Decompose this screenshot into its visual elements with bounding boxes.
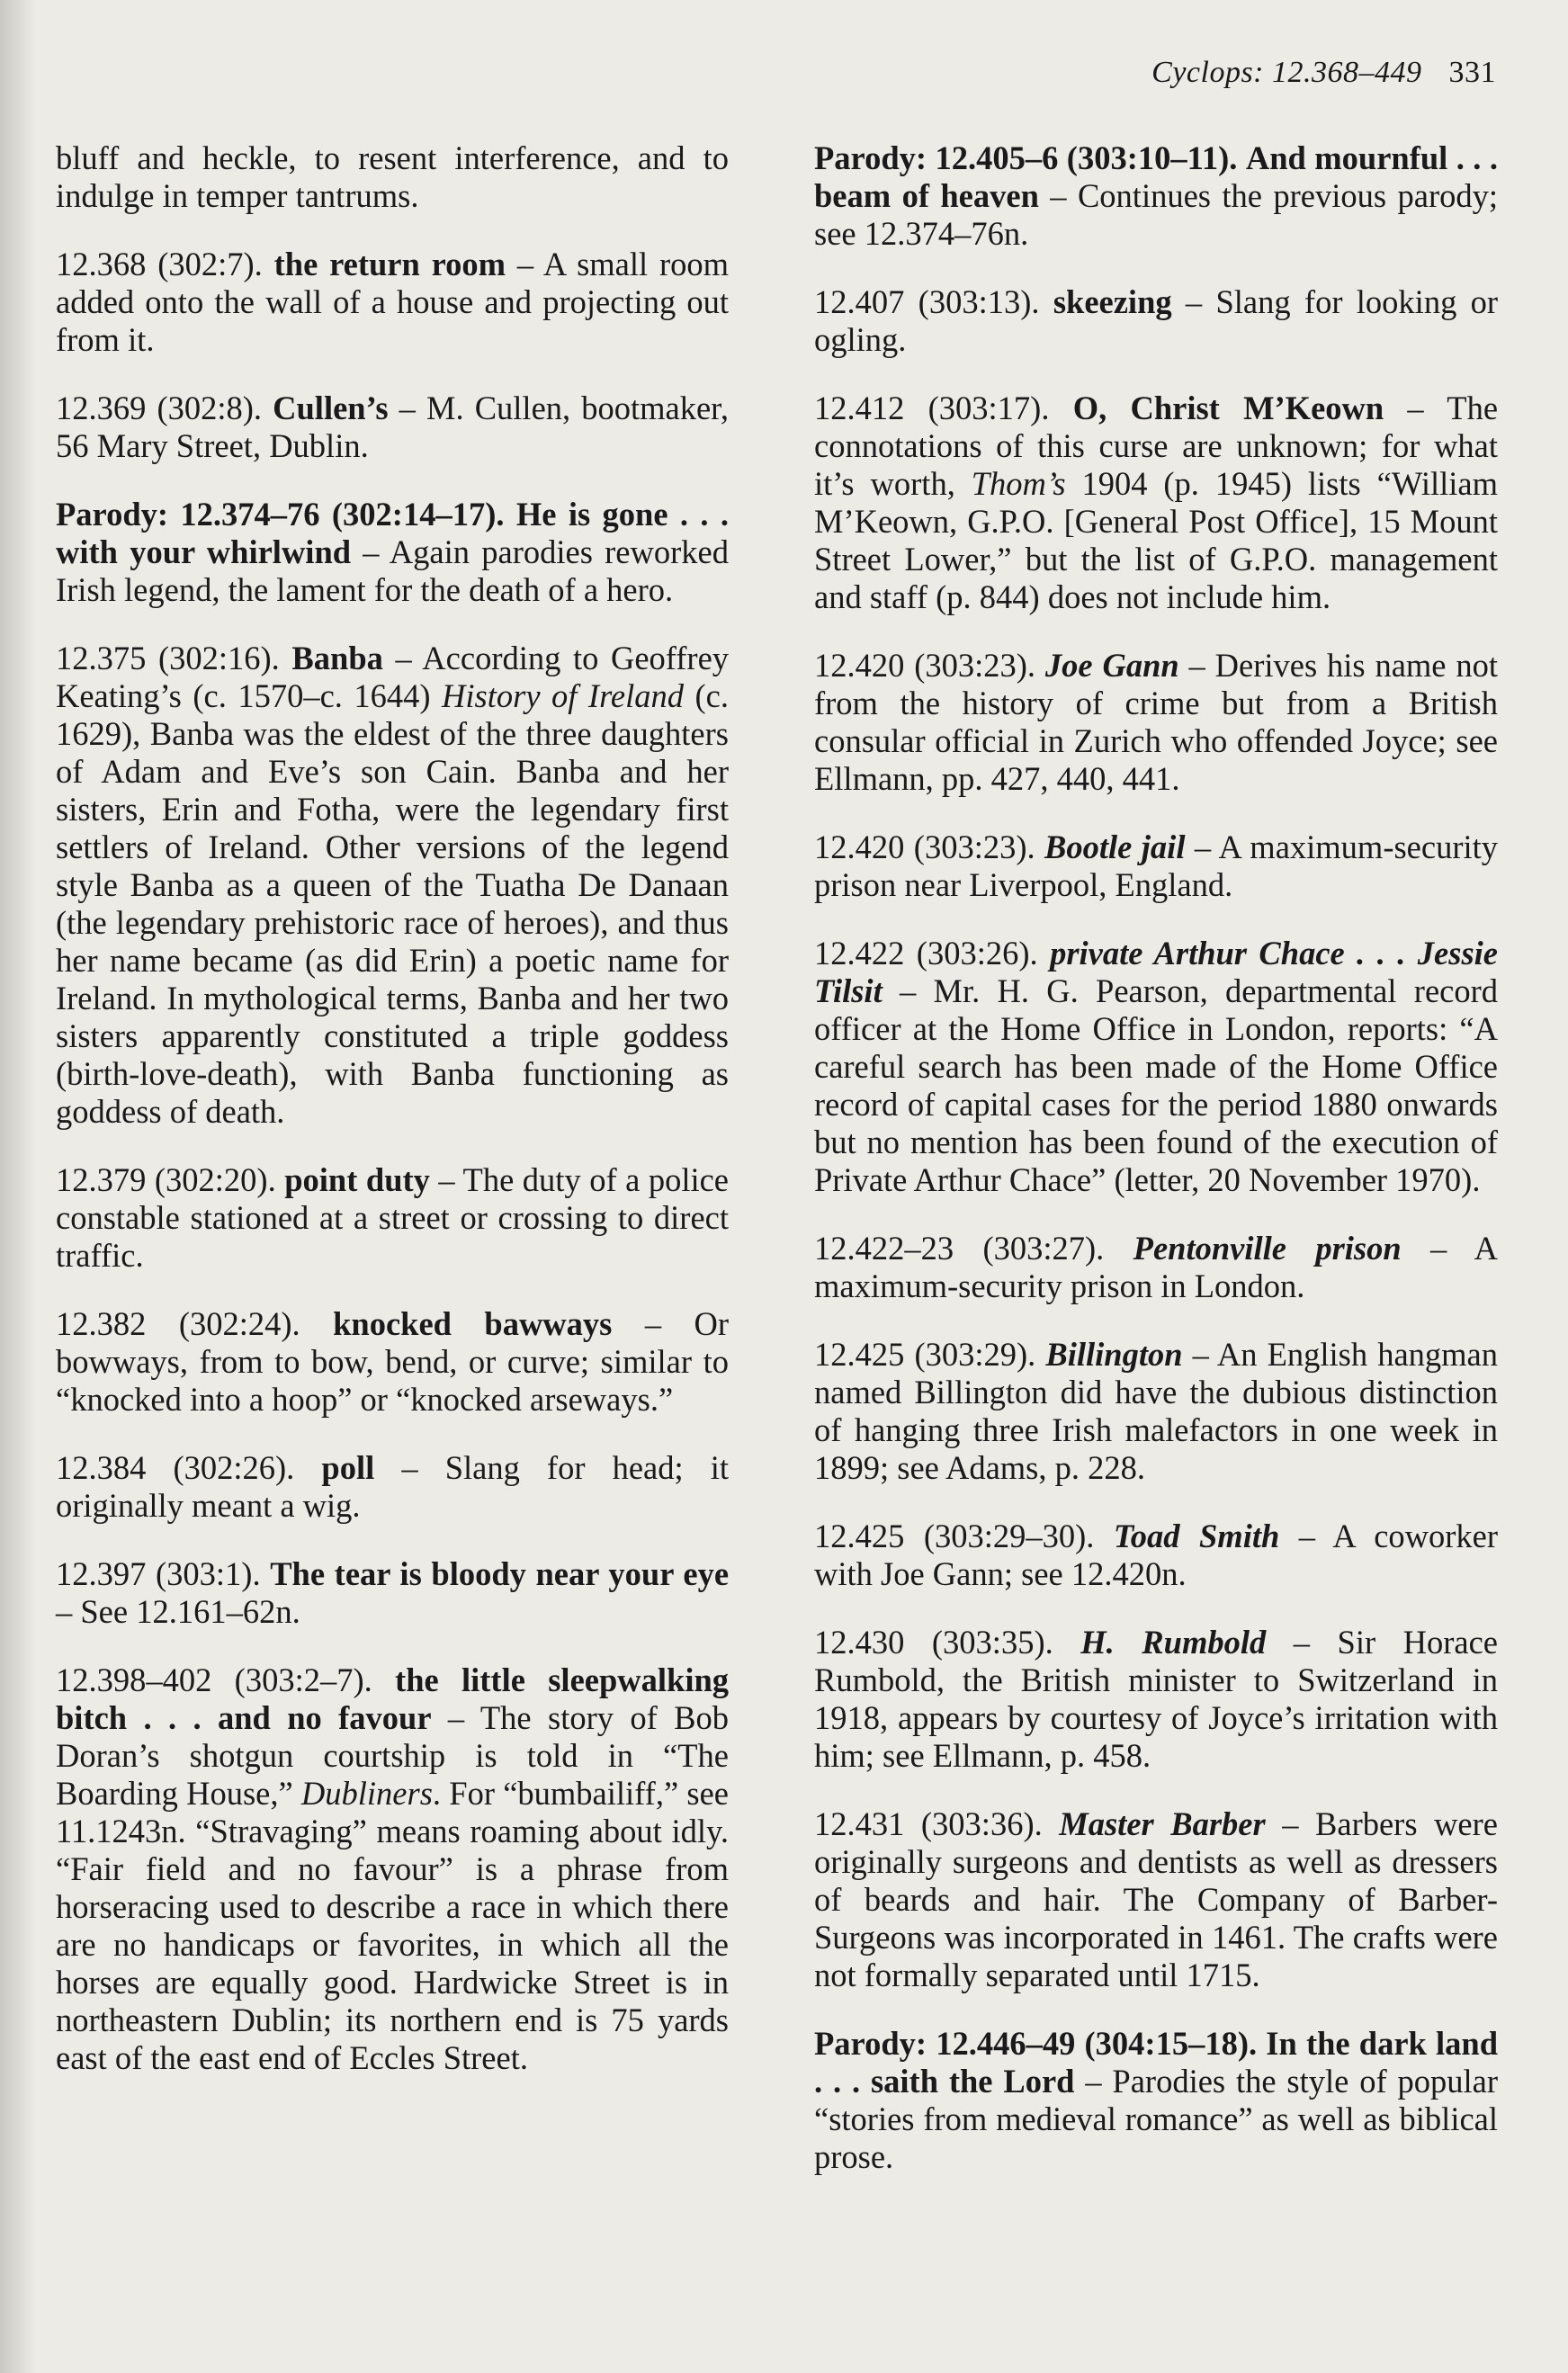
entry-lemma: He is gone . . . with your whirlwind xyxy=(56,496,730,570)
entry-lemma: And mournful . . . beam of heaven xyxy=(814,139,1499,214)
entry-ref: 12.407 (303:13). xyxy=(814,283,1040,320)
entry-lemma: Pentonville prison xyxy=(1133,1230,1402,1267)
annotation-entry xyxy=(56,1661,729,2077)
entry-ref: 12.398–402 (303:2–7). xyxy=(56,1661,372,1698)
left-column xyxy=(56,139,729,2108)
entry-lemma: Bootle jail xyxy=(1044,828,1186,865)
entry-body: – Barbers were originally surgeons and dentists as well as dressers of beards and hair. The Company of Barber-Surgeons was incorporated in 1461. The crafts were not formally separated until 1715. xyxy=(814,1805,1498,1993)
entry-body: – Sir Horace Rumbold, the British minister to Switzerland in 1918, appears by courtesy of Joyce’s irritation with him; see Ellmann, p. 458. xyxy=(814,1624,1499,1774)
entry-body: – The story of Bob Doran’s shotgun courtship is told in “The Boarding House,” xyxy=(56,1699,729,1812)
entry-ref: 12.425 (303:29–30). xyxy=(814,1518,1095,1554)
entry-body: . For “bumbailiff,” see 11.1243n. “Stravaging” means roaming about idly. “Fair field and no favour” is a phrase from horseracing used to describe a race in which there are no handicaps or favorites, in which all the horses are equally good. Hardwicke Street is in northeastern Dublin; its northern end is 75 yards east of the east end of Eccles Street. xyxy=(56,1775,729,2076)
entry-lemma: Banba xyxy=(291,640,383,676)
entry-lemma: skeezing xyxy=(1053,283,1172,320)
entry-ref: Parody: 12.374–76 (302:14–17). xyxy=(56,496,505,533)
entry-ref: 12.382 (302:24). xyxy=(56,1305,300,1342)
entry-body: – Again parodies reworked Irish legend, the lament for the death of a hero. xyxy=(56,533,729,608)
annotation-entry xyxy=(814,1805,1498,1994)
annotation-entry xyxy=(814,390,1498,616)
entry-lemma: poll xyxy=(321,1449,375,1486)
annotation-entry xyxy=(814,1518,1498,1593)
entry-body: – The duty of a police constable stationed at a street or crossing to direct traffic. xyxy=(56,1161,730,1274)
annotation-entry xyxy=(56,1305,729,1419)
annotation-entry xyxy=(814,1336,1498,1487)
entry-lemma: Master Barber xyxy=(1059,1805,1266,1842)
entry-body: – A maximum-security prison near Liverpool, England. xyxy=(814,828,1499,903)
running-header xyxy=(1151,56,1496,90)
annotation-entry xyxy=(814,935,1498,1199)
annotation-entry xyxy=(56,390,729,465)
annotation-entry xyxy=(56,139,729,215)
entry-ref: 12.375 (302:16). xyxy=(56,640,280,676)
annotation-entry xyxy=(56,246,729,359)
entry-body: – According to Geoffrey Keating’s (c. 1570–c. 1644) xyxy=(56,640,730,714)
entry-title-italic: Thom’s xyxy=(971,465,1066,502)
entry-body: – Slang for looking or ogling. xyxy=(814,283,1499,358)
entry-body: – The connotations of this curse are unknown; for what it’s worth, xyxy=(814,390,1499,502)
entry-ref: 12.412 (303:17). xyxy=(814,390,1050,426)
entry-ref: Parody: 12.446–49 (304:15–18). xyxy=(814,2025,1258,2062)
entry-body: 1904 (p. 1945) lists “William M’Keown, G.P.O. [General Post Office], 15 Mount Street Lower,” but the list of G.P.O. management and staff (p. 844) does not include him. xyxy=(814,465,1498,615)
entry-lemma: point duty xyxy=(284,1161,430,1198)
entry-lemma: Cullen’s xyxy=(273,390,389,426)
entry-lemma: In the dark land . . . saith the Lord xyxy=(814,2025,1498,2100)
entry-body: – Continues the previous parody; see 12.374–76n. xyxy=(814,177,1499,252)
entry-title-italic: Dubliners xyxy=(300,1775,433,1812)
entry-lemma: H. Rumbold xyxy=(1080,1624,1267,1661)
entry-body: – M. Cullen, bootmaker, 56 Mary Street, Dublin. xyxy=(56,390,729,464)
annotation-entry xyxy=(814,283,1498,359)
annotation-entry xyxy=(814,2025,1498,2176)
entry-body: – A maximum-security prison in London. xyxy=(814,1230,1498,1304)
entry-lemma: Toad Smith xyxy=(1113,1518,1280,1554)
entry-title-italic: History of Ireland xyxy=(442,677,685,714)
entry-body: bluff and heckle, to resent interference, and to indulge in temper tantrums. xyxy=(56,139,729,214)
entry-ref: 12.430 (303:35). xyxy=(814,1624,1053,1661)
annotation-entry xyxy=(814,139,1498,253)
entry-ref: 12.384 (302:26). xyxy=(56,1449,295,1486)
entry-ref: 12.368 (302:7). xyxy=(56,246,263,282)
annotation-entry xyxy=(56,640,729,1131)
entry-lemma: O, Christ M’Keown xyxy=(1072,390,1384,426)
annotation-entry xyxy=(814,828,1498,904)
entry-body: – Derives his name not from the history of crime but from a British consular official in Zurich who offended Joyce; see Ellmann, pp. 427, 440, 441. xyxy=(814,647,1498,797)
annotation-entry xyxy=(56,1449,729,1525)
entry-ref: 12.420 (303:23). xyxy=(814,828,1035,865)
entry-lemma: Joe Gann xyxy=(1044,647,1179,684)
annotation-entry xyxy=(814,647,1498,798)
running-title: Cyclops: 12.368–449 xyxy=(1151,56,1422,89)
right-column xyxy=(814,139,1498,2207)
entry-lemma: private Arthur Chace . . . Jessie Tilsit xyxy=(814,935,1499,1009)
entry-ref: 12.422 (303:26). xyxy=(814,935,1038,972)
entry-ref: 12.379 (302:20). xyxy=(56,1161,276,1198)
entry-lemma: the little sleepwalking bitch . . . and no favour xyxy=(56,1661,730,1736)
annotation-entry xyxy=(814,1624,1498,1775)
page-number: 331 xyxy=(1448,56,1496,89)
entry-body: – A small room added onto the wall of a house and projecting out from it. xyxy=(56,246,730,358)
entry-body: – Parodies the style of popular “stories from medieval romance” as well as biblical prose. xyxy=(814,2063,1498,2175)
annotation-entry xyxy=(56,496,729,609)
entry-lemma: Billington xyxy=(1045,1336,1183,1373)
entry-ref: 12.369 (302:8). xyxy=(56,390,263,426)
entry-body: – Mr. H. G. Pearson, departmental record officer at the Home Office in London, reports: “A careful search has been made of the Home Office record of capital cases for the period 1880 onwards but no mention has been found of the execution of Private Arthur Chace” (letter, 20 November 1970). xyxy=(814,972,1498,1198)
entry-lemma: The tear is bloody near your eye xyxy=(270,1555,730,1592)
entry-ref: 12.420 (303:23). xyxy=(814,647,1036,684)
entry-ref: 12.422–23 (303:27). xyxy=(814,1230,1105,1267)
entry-body: – Slang for head; it originally meant a wig. xyxy=(56,1449,730,1524)
annotation-entry xyxy=(56,1161,729,1275)
entry-body: – See 12.161–62n. xyxy=(56,1593,300,1630)
entry-ref: 12.397 (303:1). xyxy=(56,1555,261,1592)
entry-ref: Parody: 12.405–6 (303:10–11). xyxy=(814,139,1238,176)
entry-lemma: the return room xyxy=(273,246,506,282)
entry-body: – Or bowways, from to bow, bend, or curve; similar to “knocked into a hoop” or “knocked arseways.” xyxy=(56,1305,730,1418)
annotation-entry xyxy=(56,1555,729,1631)
page-binding-shadow xyxy=(0,0,36,2373)
entry-ref: 12.431 (303:36). xyxy=(814,1805,1043,1842)
entry-body: – A coworker with Joe Gann; see 12.420n. xyxy=(814,1518,1499,1592)
annotation-entry xyxy=(814,1230,1498,1305)
entry-body: – An English hangman named Billington did have the dubious distinction of hanging three Irish malefactors in one week in 1899; see Adams, p. 228. xyxy=(814,1336,1498,1486)
entry-ref: 12.425 (303:29). xyxy=(814,1336,1036,1373)
entry-body: (c. 1629), Banba was the eldest of the three daughters of Adam and Eve’s son Cain. Banba and her sisters, Erin and Fotha, were the legendary first settlers of Ireland. Other versions of the legend style Banba as a queen of the Tuatha De Danaan (the legendary prehistoric race of heroes), and thus her name became (as did Erin) a poetic name for Ireland. In mythological terms, Banba and her two sisters apparently constituted a triple goddess (birth-love-death), with Banba functioning as goddess of death. xyxy=(56,677,729,1130)
entry-lemma: knocked bawways xyxy=(333,1305,613,1342)
